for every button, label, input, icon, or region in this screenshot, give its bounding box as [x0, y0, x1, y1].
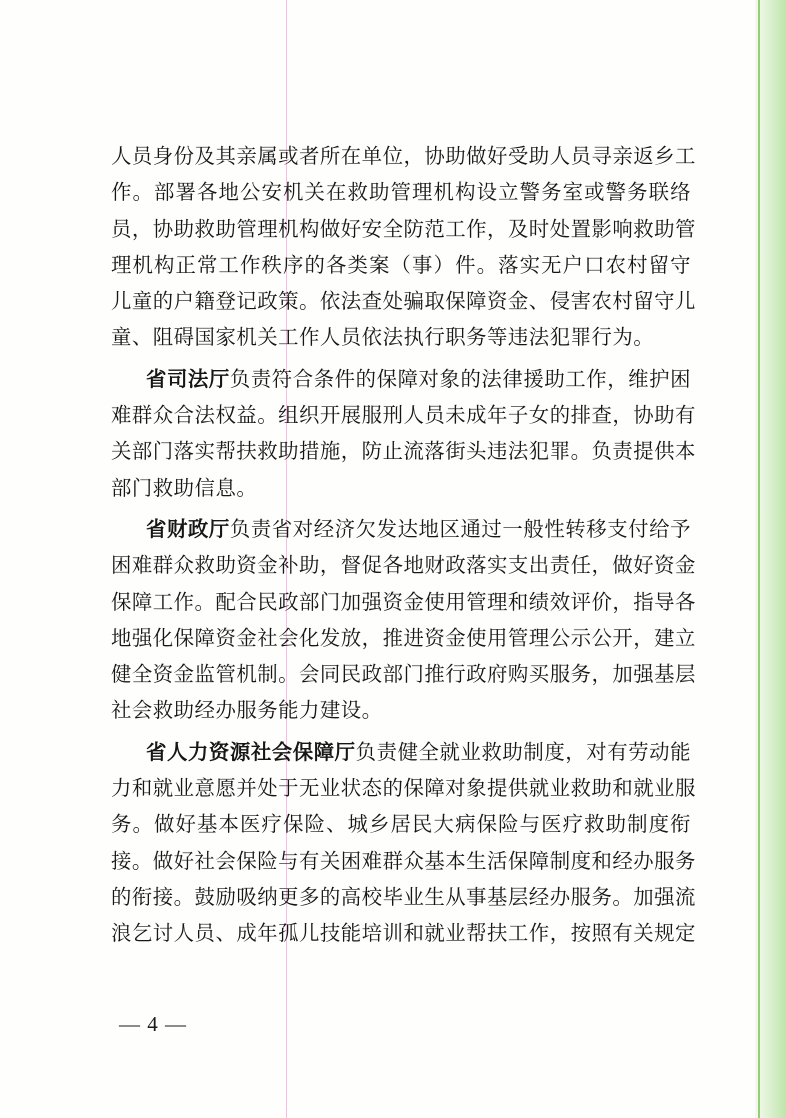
text-line: 作。部署各地公安机关在救助管理机构设立警务室或警务联络: [111, 180, 691, 205]
text-line: 员，协助救助管理机构做好安全防范工作，及时处置影响救助管: [111, 216, 696, 241]
text-line: 务。做好基本医疗保险、城乡居民大病保险与医疗救助制度衔: [111, 812, 691, 837]
text-line: 儿童的户籍登记政策。依法查处骗取保障资金、侵害农村留守儿: [111, 289, 696, 314]
text-line: 关部门落实帮扶救助措施，防止流落街头违法犯罪。负责提供本: [111, 439, 696, 464]
text-line: 人员身份及其亲属或者所在单位，协助做好受助人员寻亲返乡工: [111, 144, 696, 168]
paragraph-public-security: [111, 138, 696, 356]
text-line: [111, 734, 691, 770]
paragraph-human-resources-department: [111, 734, 696, 952]
text-line: 健全资金监管机制。会同民政部门推行政府购买服务，加强基层: [111, 662, 696, 687]
department-name: 省人力资源社会保障厅: [146, 739, 356, 764]
text-line: 理机构正常工作秩序的各类案（事）件。落实无户口农村留守: [111, 252, 691, 277]
department-name: 省财政厅: [146, 516, 230, 541]
text-run: 负责健全就业救助制度，对有劳动能: [355, 739, 692, 764]
text-line: 的衔接。鼓励吸纳更多的高校毕业生从事基层经办服务。加强流: [111, 884, 696, 909]
text-line: 困难群众救助资金补助，督促各地财政落实支出责任，做好资金: [111, 553, 696, 578]
text-run: 负责省对经济欠发达地区通过一般性转移支付给予: [229, 516, 691, 541]
text-line: 浪乞讨人员、成年孤儿技能培训和就业帮扶工作，按照有关规定: [111, 921, 696, 946]
paragraph-finance-department: [111, 511, 696, 729]
text-line: 力和就业意愿并处于无业状态的保障对象提供就业救助和就业服: [111, 776, 696, 801]
text-line: 地强化保障资金社会化发放，推进资金使用管理公示公开，建立: [111, 625, 696, 650]
text-line: 童、阻碍国家机关工作人员依法执行职务等违法犯罪行为。: [111, 325, 655, 350]
page-number: — 4 —: [119, 1012, 187, 1036]
department-name: 省司法厅: [146, 366, 230, 391]
scan-edge-line: [758, 0, 760, 1118]
text-line: [111, 361, 691, 397]
text-line: 难群众合法权益。组织开展服刑人员未成年子女的排查，协助有: [111, 403, 696, 428]
paragraph-justice-department: [111, 361, 696, 506]
text-line: [111, 511, 691, 547]
text-run: 负责符合条件的保障对象的法律援助工作，维护困: [229, 366, 691, 391]
body-text: [111, 138, 696, 952]
text-line: 接。做好社会保险与有关困难群众基本生活保障制度和经办服务: [111, 848, 696, 873]
text-line: 部门救助信息。: [111, 475, 258, 500]
text-line: 保障工作。配合民政部门加强资金使用管理和绩效评价，指导各: [111, 589, 696, 614]
text-line: 社会救助经办服务能力建设。: [111, 698, 383, 723]
